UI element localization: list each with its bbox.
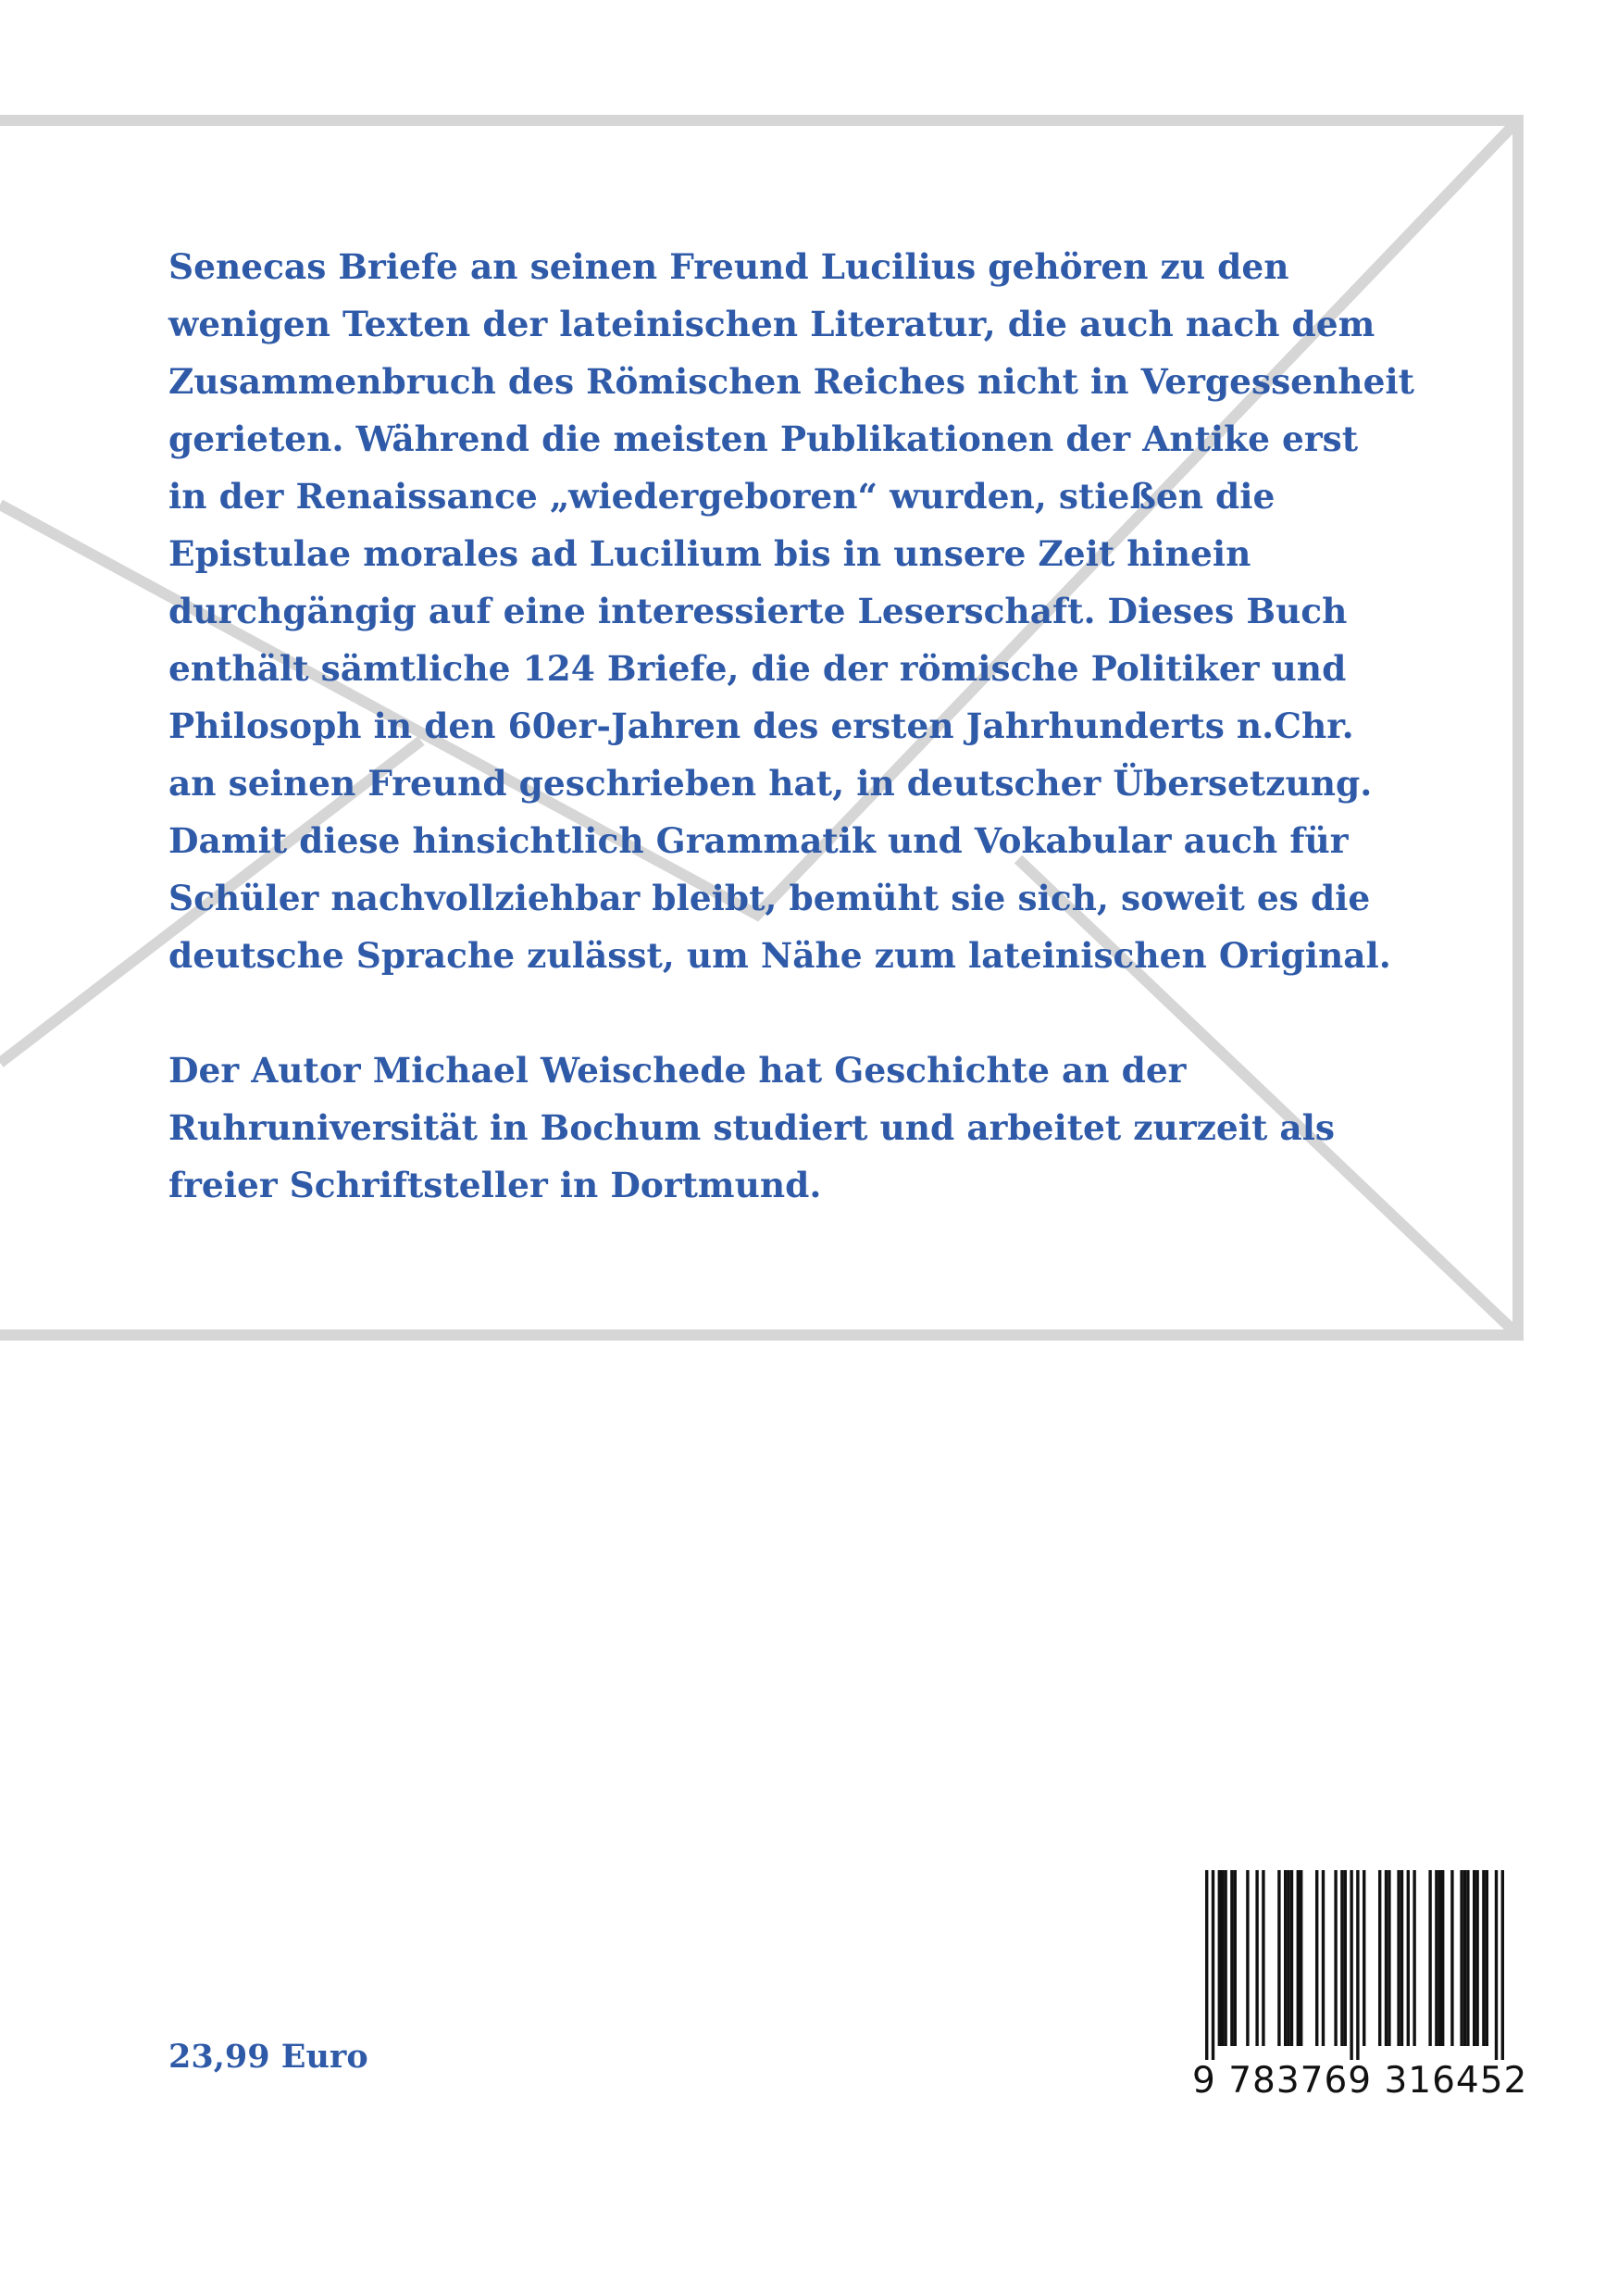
barcode-bar [1385, 1870, 1388, 2046]
barcode-bar [1205, 1870, 1208, 2060]
barcode-bar [1287, 1870, 1289, 2046]
isbn-barcode [1192, 1870, 1528, 2106]
barcode-bar [1441, 1870, 1444, 2046]
barcode-bar [1344, 1870, 1347, 2046]
price-label: 23,99 Euro [168, 2038, 368, 2076]
barcode-bar [1224, 1870, 1226, 2046]
barcode-bar [1234, 1870, 1237, 2046]
barcode-bar [1482, 1870, 1485, 2046]
barcode-bar [1230, 1870, 1233, 2046]
barcode-bar [1363, 1870, 1365, 2046]
barcode-bar [1438, 1870, 1441, 2046]
barcode-bar [1246, 1870, 1249, 2046]
barcode-bar [1475, 1870, 1478, 2046]
barcode-bar [1400, 1870, 1403, 2046]
barcode-bar [1413, 1870, 1415, 2046]
barcode-bar [1218, 1870, 1221, 2046]
barcode-bar [1315, 1870, 1318, 2046]
barcode-bar [1212, 1870, 1214, 2060]
barcode-bar [1463, 1870, 1466, 2046]
barcode-bar [1466, 1870, 1469, 2046]
barcode-bar [1435, 1870, 1438, 2046]
barcode-bar [1334, 1870, 1337, 2046]
barcode-bar [1407, 1870, 1410, 2046]
barcode-bar [1356, 1870, 1359, 2060]
barcode-bar [1460, 1870, 1462, 2046]
barcode-icon [1192, 1870, 1522, 2060]
barcode-bar [1277, 1870, 1280, 2046]
barcode-bar [1428, 1870, 1431, 2046]
book-blurb [168, 238, 1427, 1214]
barcode-bar [1221, 1870, 1224, 2046]
barcode-bar [1290, 1870, 1293, 2046]
blurb-paragraph-author: Der Autor Michael Weischede hat Geschichte an der Ruhruniversität in Bochum studiert und arbeitet zurzeit als freier Schriftsteller in Dortmund. [168, 1050, 1336, 1205]
barcode-bar [1495, 1870, 1498, 2060]
barcode-bar [1378, 1870, 1381, 2046]
barcode-bar [1501, 1870, 1504, 2060]
barcode-bar [1450, 1870, 1453, 2046]
barcode-bar [1284, 1870, 1287, 2046]
barcode-digits: 9 783769 316452 [1192, 2060, 1528, 2102]
barcode-bar [1255, 1870, 1258, 2046]
barcode-bar [1486, 1870, 1488, 2046]
barcode-bar [1262, 1870, 1264, 2046]
barcode-bar [1388, 1870, 1390, 2046]
barcode-bar [1300, 1870, 1302, 2046]
barcode-bar [1322, 1870, 1325, 2046]
barcode-bar [1473, 1870, 1475, 2046]
barcode-bar [1350, 1870, 1352, 2060]
barcode-bar [1340, 1870, 1343, 2046]
barcode-bar [1397, 1870, 1400, 2046]
blurb-paragraph-description: Senecas Briefe an seinen Freund Lucilius gehören zu den wenigen Texten der lateinischen Literatur, die auch nach dem Zusammenbruch des Römischen Reiches nicht in Vergessenheit gerieten. Während die meisten Publikationen der Antike erst in der Renaissance „wiedergeboren“ wurden, stießen die Epistulae morales ad Lucilium bis in unsere Zeit hinein durchgängig auf eine interessierte Leserschaft. Dieses Buch enthält sämtliche 124 Briefe, die der römische Politiker und Philosoph in den 60er-Jahren des ersten Jahrhunderts n.Chr. an seinen Freund geschrieben hat, in deutscher Übersetzung. Damit diese hinsichtlich Grammatik und Vokabular auch für Schüler nachvollziehbar bleibt, bemüht sie sich, soweit es die deutsche Sprache zulässt, um Nähe zum lateinischen Original. [168, 246, 1414, 976]
barcode-bar [1297, 1870, 1300, 2046]
